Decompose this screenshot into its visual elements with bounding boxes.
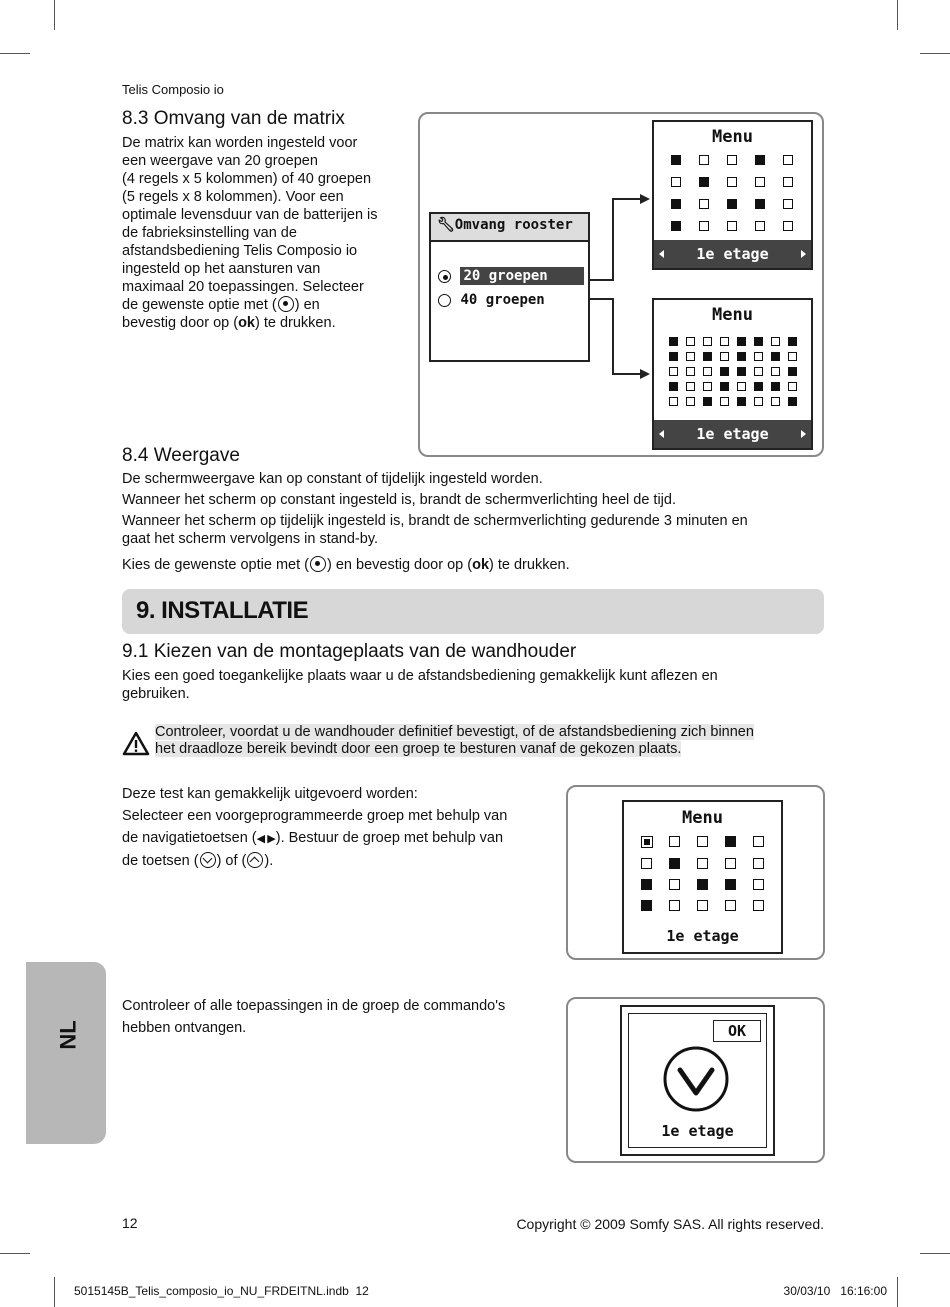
options-screen (429, 212, 590, 362)
radio-selected-icon (438, 270, 451, 283)
group-cell-active (737, 337, 746, 346)
option-40-groups[interactable]: 40 groepen (437, 292, 545, 308)
group-cell (686, 367, 695, 376)
crop-mark (54, 1277, 55, 1307)
crop-mark (897, 1277, 898, 1307)
group-cell-active (725, 836, 736, 847)
group-cell (753, 879, 764, 890)
section-8-3-title: 8.3 Omvang van de matrix (122, 108, 345, 129)
section-9-1-title: 9.1 Kiezen van de montageplaats van de wandhouder (122, 641, 577, 662)
group-cell-active (669, 858, 680, 869)
options-title: Omvang rooster (454, 217, 573, 233)
group-cell-active (737, 352, 746, 361)
group-cell (699, 155, 709, 165)
section-8-4-text: De schermweergave kan op constant of tijdelijk ingesteld worden. Wanneer het scherm op constant ingesteld is, brandt de schermverlichting heel de tijd. Wanneer het scherm op tijdelijk ingesteld is, brandt de schermverlichting gedurende 3 minuten en gaat het scherm vervolgens in stand-by. Kies de gewenste optie met ( ) en bevestig door op (ok) te drukken. (122, 471, 748, 573)
crop-mark (54, 0, 55, 30)
group-cell-active (720, 382, 729, 391)
crop-mark (920, 1253, 950, 1254)
right-arrow-icon (801, 430, 806, 438)
group-cell (720, 397, 729, 406)
group-cell-active (771, 382, 780, 391)
group-cell (669, 900, 680, 911)
group-cell (720, 337, 729, 346)
crop-mark (920, 53, 950, 54)
group-cell (686, 337, 695, 346)
section-9-banner: 9. INSTALLATIE (122, 589, 824, 634)
section-8-4-title: 8.4 Weergave (122, 445, 240, 466)
language-tab: NL (26, 962, 106, 1144)
group-cell-active (754, 382, 763, 391)
group-cell (783, 199, 793, 209)
group-cell (686, 382, 695, 391)
group-cell (669, 367, 678, 376)
group-cell (697, 900, 708, 911)
down-button-icon (200, 852, 216, 868)
group-cell-active (755, 199, 765, 209)
group-cell (754, 352, 763, 361)
group-cell (783, 155, 793, 165)
group-cell (699, 221, 709, 231)
right-arrow-icon (801, 250, 806, 258)
section-8-3-text: De matrix kan worden ingesteld voor een weergave van 20 groepen (4 regels x 5 kolommen) of 40 groepen (5 regels x 8 kolommen). Voor een optimale levensduur van de batterijen is de fabrieksinstelling van de afstandsbediening Telis Composio io ingesteld op het aansturen van maximaal 20 toepassingen. Selecteer de gewenste optie met ( ) en bevestig door op (ok) te drukken. (122, 135, 378, 331)
group-cell (771, 367, 780, 376)
floor-bar: 1e etage (654, 240, 811, 268)
group-cell (697, 836, 708, 847)
ok-bubble: OK (713, 1020, 761, 1042)
group-cell (788, 352, 797, 361)
group-cell (671, 177, 681, 187)
group-cell (725, 858, 736, 869)
warning-text: Controleer, voordat u de wandhouder definitief bevestigt, of de afstandsbediening zich binnen het draadloze bereik bevindt door een groep te besturen vanaf de gekozen plaats. (155, 724, 754, 757)
group-cell-active (671, 155, 681, 165)
group-cell (727, 155, 737, 165)
group-matrix-40 (669, 337, 797, 406)
group-cell (771, 397, 780, 406)
group-cell (669, 836, 680, 847)
warning-icon (122, 731, 150, 756)
copyright: Copyright © 2009 Somfy SAS. All rights reserved. (516, 1216, 824, 1232)
group-cell (697, 858, 708, 869)
arrow-icon (640, 369, 650, 379)
group-cell (686, 352, 695, 361)
select-button-icon (310, 556, 326, 572)
group-cell (703, 382, 712, 391)
group-cell-active (641, 900, 652, 911)
group-cell (788, 382, 797, 391)
group-cell-active (788, 367, 797, 376)
group-cell (783, 177, 793, 187)
group-cell-active (727, 199, 737, 209)
check-instructions: Controleer of alle toepassingen in de groep de commando's hebben ontvangen. (122, 998, 506, 1036)
group-cell (725, 900, 736, 911)
group-cell (771, 337, 780, 346)
figure-matrix-size (418, 112, 824, 457)
group-cell-active (754, 337, 763, 346)
group-cell (727, 177, 737, 187)
group-cell-active (671, 199, 681, 209)
group-cell (727, 221, 737, 231)
check-confirm-icon (662, 1045, 732, 1115)
group-cell-active (703, 397, 712, 406)
group-cell-active (697, 879, 708, 890)
group-cell (669, 879, 680, 890)
group-cell-active (755, 155, 765, 165)
crop-mark (0, 1253, 30, 1254)
group-cell-active (788, 397, 797, 406)
group-cell (720, 352, 729, 361)
page-number: 12 (122, 1215, 138, 1231)
left-arrow-icon (659, 430, 664, 438)
group-cell-selected (641, 836, 653, 848)
group-cell (703, 337, 712, 346)
group-matrix-20 (671, 155, 793, 231)
confirm-screen: OK 1e etage (620, 1005, 775, 1156)
group-cell (641, 858, 652, 869)
group-cell-active (771, 352, 780, 361)
arrow-icon (640, 194, 650, 204)
select-button-icon (278, 296, 294, 312)
group-cell (737, 382, 746, 391)
group-cell-active (669, 382, 678, 391)
radio-icon (438, 294, 451, 307)
section-9-1-intro: Kies een goed toegankelijke plaats waar u de afstandsbediening gemakkelijk kunt aflezen en gebruiken. (122, 668, 718, 702)
group-cell-active (641, 879, 652, 890)
group-cell-active (671, 221, 681, 231)
group-cell-active (703, 352, 712, 361)
group-cell (753, 858, 764, 869)
crop-mark (0, 53, 30, 54)
group-cell (753, 836, 764, 847)
floor-bar: 1e etage (654, 420, 811, 448)
group-cell (755, 177, 765, 187)
group-cell (783, 221, 793, 231)
wrench-icon: 🔧︎ (437, 217, 455, 233)
group-cell-active (737, 367, 746, 376)
group-cell (754, 367, 763, 376)
crop-mark (897, 0, 898, 30)
group-cell-active (669, 337, 678, 346)
figure-group-select (566, 785, 825, 960)
left-right-arrows-icon: ◀ ▶ (256, 833, 276, 845)
group-cell-active (720, 367, 729, 376)
group-cell-active (669, 352, 678, 361)
group-cell-active (725, 879, 736, 890)
left-arrow-icon (659, 250, 664, 258)
group-cell (754, 397, 763, 406)
group-cell (669, 397, 678, 406)
group-cell-active (737, 397, 746, 406)
figure-ok-confirmation (566, 997, 825, 1163)
group-cell (703, 367, 712, 376)
print-date-info: 30/03/10 16:16:00 (783, 1284, 887, 1298)
menu-screen: Menu 1e etage (622, 800, 783, 954)
group-cell (755, 221, 765, 231)
running-header: Telis Composio io (122, 82, 224, 97)
group-cell (686, 397, 695, 406)
group-cell (753, 900, 764, 911)
group-matrix (641, 836, 765, 911)
print-file-info: 5015145B_Telis_composio_io_NU_FRDEITNL.indb 12 (74, 1284, 369, 1298)
group-cell (699, 199, 709, 209)
up-button-icon (247, 852, 263, 868)
group-cell-active (788, 337, 797, 346)
test-instructions: Deze test kan gemakkelijk uitgevoerd worden: Selecteer een voorgeprogrammeerde groep met behulp van de navigatietoetsen (◀ ▶). Bestuur de groep met behulp van de toetsen ( ) of ( ). (122, 786, 508, 869)
menu-screen-40: Menu 1e etage (652, 298, 813, 450)
option-20-groups[interactable]: 20 groepen (437, 268, 584, 284)
group-cell-active (699, 177, 709, 187)
menu-screen-20: Menu 1e etage (652, 120, 813, 270)
